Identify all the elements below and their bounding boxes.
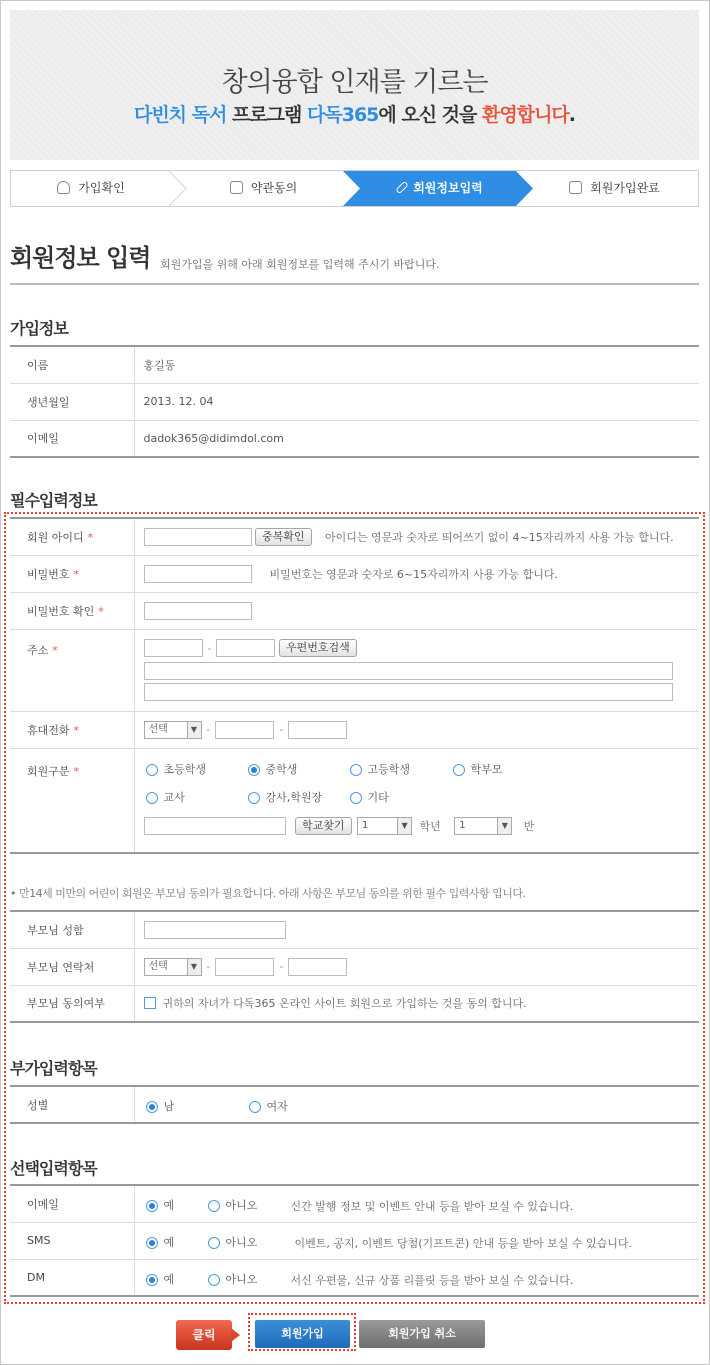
signup-steps <box>10 170 699 207</box>
join-info-table <box>10 345 699 458</box>
step-label: 약관동의 <box>250 181 298 195</box>
required-mark: * <box>52 643 58 657</box>
parent-phone-label: 부모님 연락처 <box>10 948 134 985</box>
step-label: 회원정보입력 <box>413 181 483 195</box>
step-confirm <box>11 171 171 206</box>
radio-label: 여자 <box>266 1100 288 1113</box>
birth-label: 생년월일 <box>10 383 134 420</box>
phone-dash: - <box>206 723 211 736</box>
radio-label: 초등학생 <box>163 762 207 776</box>
birth-value: 2013. 12. 04 <box>134 383 699 420</box>
select-value: 선택 <box>148 723 168 735</box>
step-label: 가입확인 <box>78 181 125 195</box>
radio-label: 교사 <box>163 790 185 804</box>
page-description: 회원가입을 위해 아래 회원정보를 입력해 주시기 바랍니다. <box>160 258 440 271</box>
checkbox-icon <box>569 181 582 194</box>
banner-dadok: 다독365 <box>307 104 379 126</box>
phone-dash: - <box>206 960 211 973</box>
label-text: 회원구분 <box>27 764 70 778</box>
email-note: 신간 발행 정보 및 이벤트 안내 등을 받아 보실 수 있습니다. <box>290 1200 574 1213</box>
required-mark: * <box>87 530 94 544</box>
banner-line2 <box>10 100 699 127</box>
document-icon <box>230 181 243 194</box>
chevron-down-icon: ▼ <box>497 818 511 834</box>
step-info <box>356 171 526 206</box>
phone-dash: - <box>279 723 284 736</box>
label-text: 회원 아이디 <box>27 530 84 544</box>
school-search-button[interactable]: 학교찾기 <box>295 817 352 835</box>
radio-label: 고등학생 <box>367 762 411 776</box>
radio-label: 중학생 <box>265 762 298 776</box>
join-button[interactable]: 회원가입 <box>255 1320 350 1348</box>
radio-label: 학부모 <box>470 762 503 776</box>
radio-label: 아니오 <box>225 1272 258 1286</box>
dm-note: 서신 우편물, 신규 상품 리플릿 등을 받아 보실 수 있습니다. <box>290 1273 574 1287</box>
parent-agree-label: 부모님 동의여부 <box>10 985 134 1022</box>
callout-arrow-icon <box>231 1328 240 1342</box>
join-info-title: 가입정보 <box>10 319 68 338</box>
pw-note: 비밀번호는 영문과 숫자로 6~15자리까지 사용 가능 합니다. <box>269 567 558 581</box>
gender-label: 성별 <box>10 1086 134 1123</box>
click-callout: 클릭 <box>176 1320 232 1350</box>
cancel-join-button[interactable]: 회원가입 취소 <box>359 1320 485 1348</box>
highlight-dashed-box <box>4 512 705 1304</box>
class-unit: 반 <box>523 819 535 833</box>
radio-label: 남 <box>163 1100 175 1113</box>
opt-email-label: 이메일 <box>10 1185 134 1222</box>
email-value: dadok365@didimdol.com <box>143 431 284 445</box>
banner-davinci: 다빈치 독서 <box>133 104 227 126</box>
step-terms <box>181 171 346 206</box>
required-mark: * <box>73 764 80 778</box>
label-text: 주소 <box>27 643 49 657</box>
select-value: 1 <box>362 819 369 831</box>
minor-notice: • 만14세 미만의 어린이 회원은 부모님 동의가 필요합니다. 아래 사항은 부모님 동의를 위한 필수 입력사항 입니다. <box>10 887 526 900</box>
banner-text2: 에 오신 것을 <box>378 104 483 126</box>
table-row <box>10 383 699 420</box>
radio-label: 예 <box>163 1199 175 1212</box>
extra-title: 부가입력항목 <box>10 1059 97 1078</box>
pencil-icon <box>396 181 409 194</box>
zipcode-search-button[interactable]: 우편번호검색 <box>279 639 357 657</box>
zip-dash: - <box>207 641 212 655</box>
required-mark: * <box>73 567 80 581</box>
name-value: 홍길동 <box>134 346 699 383</box>
required-mark: * <box>98 604 104 618</box>
radio-label: 아니오 <box>225 1235 258 1249</box>
id-note: 아이디는 영문과 숫자로 띄어쓰기 없이 4~15자리까지 사용 가능 합니다. <box>325 530 674 544</box>
select-value: 1 <box>459 819 466 831</box>
phone-dash: - <box>279 960 284 973</box>
title-divider <box>10 283 699 285</box>
welcome-banner <box>10 10 699 160</box>
banner-period: . <box>568 104 576 126</box>
radio-label: 예 <box>163 1235 175 1249</box>
banner-line1: 창의융합 인재를 기르는 <box>221 67 488 98</box>
email-label: 이메일 <box>10 420 134 457</box>
table-row <box>10 346 699 383</box>
grade-unit: 학년 <box>419 819 441 833</box>
step-label: 회원가입완료 <box>590 181 660 195</box>
chevron-down-icon: ▼ <box>397 818 411 834</box>
required-mark: * <box>73 723 80 737</box>
radio-label: 기타 <box>367 790 389 804</box>
sms-note: 이벤트, 공지, 이벤트 당첨(기프트콘) 안내 등을 받아 보실 수 있습니다. <box>294 1236 632 1250</box>
chevron-down-icon: ▼ <box>187 722 201 738</box>
label-text: 휴대전화 <box>27 723 70 737</box>
radio-label: 아니오 <box>225 1199 258 1212</box>
duplicate-check-button[interactable]: 중복확인 <box>255 528 312 546</box>
opt-dm-label: DM <box>10 1259 134 1296</box>
banner-text: 프로그램 <box>226 104 308 126</box>
step-complete <box>531 171 698 206</box>
table-row <box>10 420 699 457</box>
optional-title: 선택입력항목 <box>10 1159 97 1178</box>
parent-name-label: 부모님 성함 <box>10 911 134 948</box>
radio-label: 강사,학원장 <box>265 790 323 804</box>
agree-text: 귀하의 자녀가 다독365 온라인 사이트 회원으로 가입하는 것을 동의 합니다. <box>162 997 527 1011</box>
chevron-down-icon: ▼ <box>187 959 201 975</box>
user-icon <box>57 181 70 194</box>
required-title: 필수입력정보 <box>10 491 97 510</box>
banner-welcome: 환영합니다 <box>482 104 569 126</box>
label-text: 비밀번호 확인 <box>27 604 95 618</box>
page-title: 회원정보 입력 <box>10 244 151 272</box>
name-label: 이름 <box>10 346 134 383</box>
select-value: 선택 <box>148 960 168 972</box>
label-text: 비밀번호 <box>27 567 70 581</box>
opt-sms-label: SMS <box>10 1222 134 1259</box>
radio-label: 예 <box>163 1272 175 1286</box>
